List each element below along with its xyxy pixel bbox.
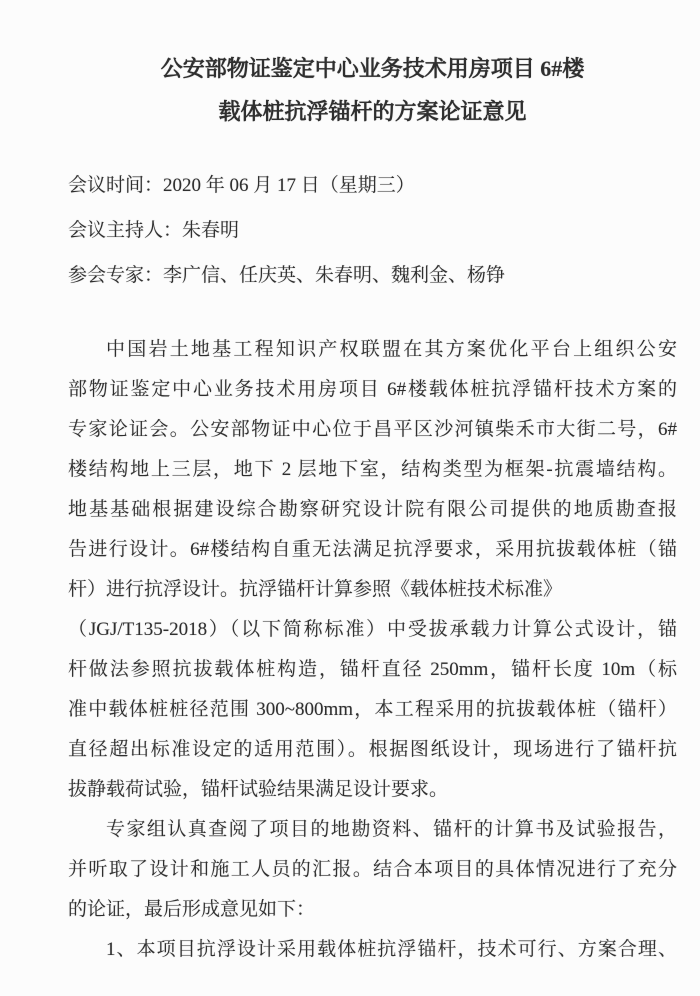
body-text-line: 地基基础根据建设综合勘察研究设计院有限公司提供的地质勘查报 — [68, 499, 677, 520]
paragraph-2 — [68, 810, 677, 930]
paragraph-3-list-item — [68, 930, 677, 970]
body-text-line: 部物证鉴定中心业务技术用房项目 6#楼载体桩抗浮锚杆技术方案的 — [68, 379, 677, 400]
meeting-time-line: 会议时间：2020 年 06 月 17 日（星期三） — [68, 175, 415, 196]
body-text-line: 准中载体桩桩径范围 300~800mm，本工程采用的抗拔载体桩（锚杆） — [68, 699, 677, 720]
body-text-line: 专家论证会。公安部物证中心位于昌平区沙河镇柴禾市大街二号，6# — [68, 419, 677, 440]
body-text-line: 中国岩土地基工程知识产权联盟在其方案优化平台上组织公安 — [106, 339, 677, 360]
attending-experts-line: 参会专家：李广信、任庆英、朱春明、魏利金、杨铮 — [68, 265, 506, 286]
document-title-line-2: 载体桩抗浮锚杆的方案论证意见 — [218, 99, 527, 124]
body-text-line: 杆）进行抗浮设计。抗浮锚杆计算参照《载体桩技术标准》 — [68, 579, 563, 600]
body-text-line: 的论证，最后形成意见如下： — [68, 899, 316, 920]
document-body — [68, 330, 677, 970]
body-text-line: 专家组认真查阅了项目的地勘资料、锚杆的计算书及试验报告， — [106, 819, 677, 840]
body-text-line: 告进行设计。6#楼结构自重无法满足抗浮要求，采用抗拔载体桩（锚 — [68, 539, 677, 560]
body-text-line: 杆做法参照抗拔载体桩构造，锚杆直径 250mm，锚杆长度 10m（标 — [68, 659, 677, 680]
body-text-line: 直径超出标准设定的适用范围）。根据图纸设计，现场进行了锚杆抗 — [68, 739, 677, 760]
meeting-meta-section — [68, 163, 677, 298]
body-text-line: 1、本项目抗浮设计采用载体桩抗浮锚杆，技术可行、方案合理、 — [106, 939, 677, 960]
document-title-line-1: 公安部物证鉴定中心业务技术用房项目 6#楼 — [160, 56, 585, 81]
document-title — [68, 0, 677, 133]
paragraph-1 — [68, 330, 677, 810]
meeting-host-line: 会议主持人：朱春明 — [68, 220, 240, 241]
body-text-line: 并听取了设计和施工人员的汇报。结合本项目的具体情况进行了充分 — [68, 859, 677, 880]
body-text-line: 楼结构地上三层，地下 2 层地下室，结构类型为框架-抗震墙结构。 — [68, 459, 677, 480]
body-text-line: （JGJ/T135-2018）（以下简称标准）中受拔承载力计算公式设计，锚 — [68, 619, 677, 640]
body-text-line: 拔静载荷试验，锚杆试验结果满足设计要求。 — [68, 779, 449, 800]
